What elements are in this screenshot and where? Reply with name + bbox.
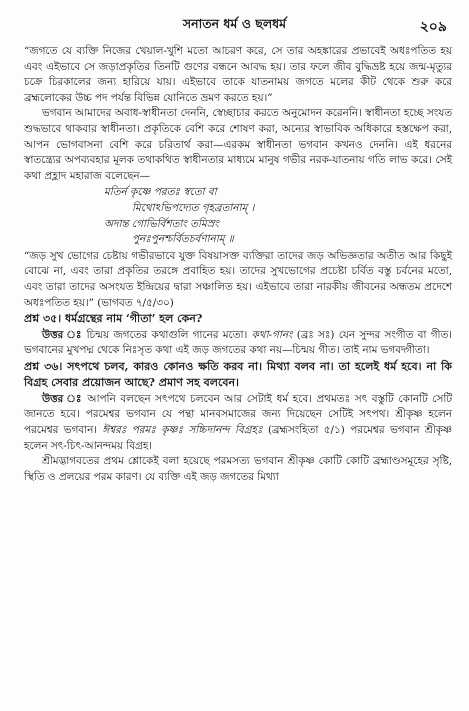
answer-35 bbox=[24, 328, 452, 359]
quote-paragraph-2 bbox=[24, 249, 452, 311]
page-number: ২০৯ bbox=[419, 19, 447, 35]
body-paragraph: ভগবান আমাদের অবাধ-স্বাধীনতা দেননি, স্বেচ্ছাচার করতে অনুমোদন করেননি। স্বাধীনতা হচ্ছে সংযত শুদ্ধভাবে থাকবার স্বাধীনতা। প্রকৃতিকে বেশি করে শোষণ করা, অন্যের স্বাভাবিক অধিকারে হস্তক্ষেপ করা, আপন ভোগবাসনা বেশি করে চরিতার্থ করা—এরকম স্বাধীনতা ভগবান কখনও দেননি। এই ধরনের স্বাতন্ত্র্যের অপব্যবহার মূলক তথাকথিত স্বাধীনতার মাধ্যমে মানুষ গভীর নরক-যাতনায় গতি লাভ করে। সেই কথা প্রহ্লাদ মহারাজ বলেছেন— bbox=[24, 107, 452, 182]
verse-line-4: পুনঃপুনশ্চর্বিতচর্বণানাম্ ॥ bbox=[132, 233, 234, 246]
answer-emphasis: ঈশ্বরঃ পরমঃ কৃষ্ণঃ সচ্চিদানন্দ বিগ্রহঃ bbox=[102, 423, 263, 436]
page-body bbox=[24, 44, 452, 485]
answer-emphasis: কথা-গানং bbox=[251, 328, 293, 341]
quote-paragraph: “জগতে যে ব্যক্তি নিজের খেয়াল-খুশি মতো আচরণ করে, সে তার অহঙ্কারের প্রভাবেই অধঃপতিত হয় এবং এইভাবে সে জড়াপ্রকৃতির তিনটি গুণের বন্ধনে আবদ্ধ হয়। তার ফলে জীব বুদ্ধিভ্রষ্ট হয়ে জন্ম-মৃত্যুর চক্রে চিরকালের জন্য হারিয়ে যায়। এইভাবে তাকে যাতনাময় জগতে মলের কীট থেকে শুরু করে ব্রহ্মলোকের উচ্চ পদ পর্যন্ত বিভিন্ন যোনিতে ভ্রমণ করতে হয়।” bbox=[24, 45, 452, 104]
answer-label: উত্তর ঃ bbox=[42, 328, 83, 341]
verse-line-2: মিথোঽভিপদ্যেত গৃহব্রতানাম্ । bbox=[132, 201, 255, 214]
verse-line-1: মতির্ন কৃষ্ণে পরতঃ স্বতো বা bbox=[104, 186, 217, 199]
quote-text: “জড় সুখ ভোগের চেষ্টায় গভীরভাবে যুক্ত বিষয়াসক্ত ব্যক্তিরা তাদের জড় অভিজ্ঞতার অতীত আর কিছুই বোঝে না, এবং তারা প্রকৃতির তরঙ্গে প্রবাহিত হয়। তাদের সুখভোগের প্রচেষ্টা চর্বিত বস্তু চর্বনের মতো, এবং তারা তাদের অসংযত ইন্দ্রিয়ের দ্বারা সঞ্চালিত হয়। এইভাবে তারা নারকীয় জীবনের অন্ধতম প্রদেশে অধঃপতিত হয়।” bbox=[24, 249, 452, 309]
body-paragraph-last: শ্রীমদ্ভাগবতের প্রথম শ্লোকেই বলা হয়েছে পরমসত্য ভগবান শ্রীকৃষ্ণ কোটি কোটি ব্রহ্মাণ্ডসমূহের সৃষ্টি, স্থিতি ও প্রলয়ের পরম কারণ। যে ব্যক্তি এই জড় জগতের মিথ্যা bbox=[24, 455, 453, 483]
answer-36 bbox=[24, 392, 452, 454]
running-title: সনাতন ধর্ম ও ছলধর্ম bbox=[182, 16, 287, 31]
answer-label: উত্তর ঃ bbox=[42, 392, 83, 405]
sanskrit-verse bbox=[104, 185, 452, 247]
answer-text: চিন্ময় জগতের কথাগুলি গানের মতো। bbox=[86, 328, 248, 341]
verse-line-3: অদান্ত গোভির্বিশতাং তমিস্রং bbox=[104, 217, 219, 230]
answer-text: আপনি বলছেন সৎপথে চলবেন আর সেটাই ধর্ম হবে। প্রথমতঃ সৎ বস্তুটি কোনটি সেটি জানতে হবে। পরমেশ্বর ভগবান যে পন্থা মানবসমাজের জন্য দিয়েছেন সেটিই সৎপথ। শ্রীকৃষ্ণ হলেন পরমেশ্বর ভগবান। bbox=[24, 392, 453, 436]
answer-text: (ব্রঃ সঃ) যেন সুন্দর সংগীত বা গীত। ভগবানের মুখপদ্ম থেকে নিঃসৃত কথা এই জড় জগতের কথা নয়—চিন্ময় গীত। তাই নাম ভগবদ্গীতা। bbox=[24, 328, 452, 357]
quote-reference: (ভাগবত ৭/৫/৩০) bbox=[97, 296, 174, 309]
page-header bbox=[0, 14, 469, 36]
question-36: প্রশ্ন ৩৬। সৎপথে চলব, কারও কোনও ক্ষতি করব না। মিথ্যা বলব না। তা হলেই ধর্ম হবে। না কি বিগ্রহ সেবার প্রয়োজন আছে? প্রমাণ সহ বলবেন। bbox=[24, 359, 452, 390]
question-35: প্রশ্ন ৩৫। ধর্মগ্রন্থের নাম ‘গীতা’ হল কেন? bbox=[24, 312, 203, 326]
answer-text: (ব্রহ্মসংহিতা ৫/১) পরমেশ্বর ভগবান শ্রীকৃষ্ণ হলেন সৎ-চিৎ-আনন্দময় বিগ্রহ। bbox=[24, 423, 452, 452]
